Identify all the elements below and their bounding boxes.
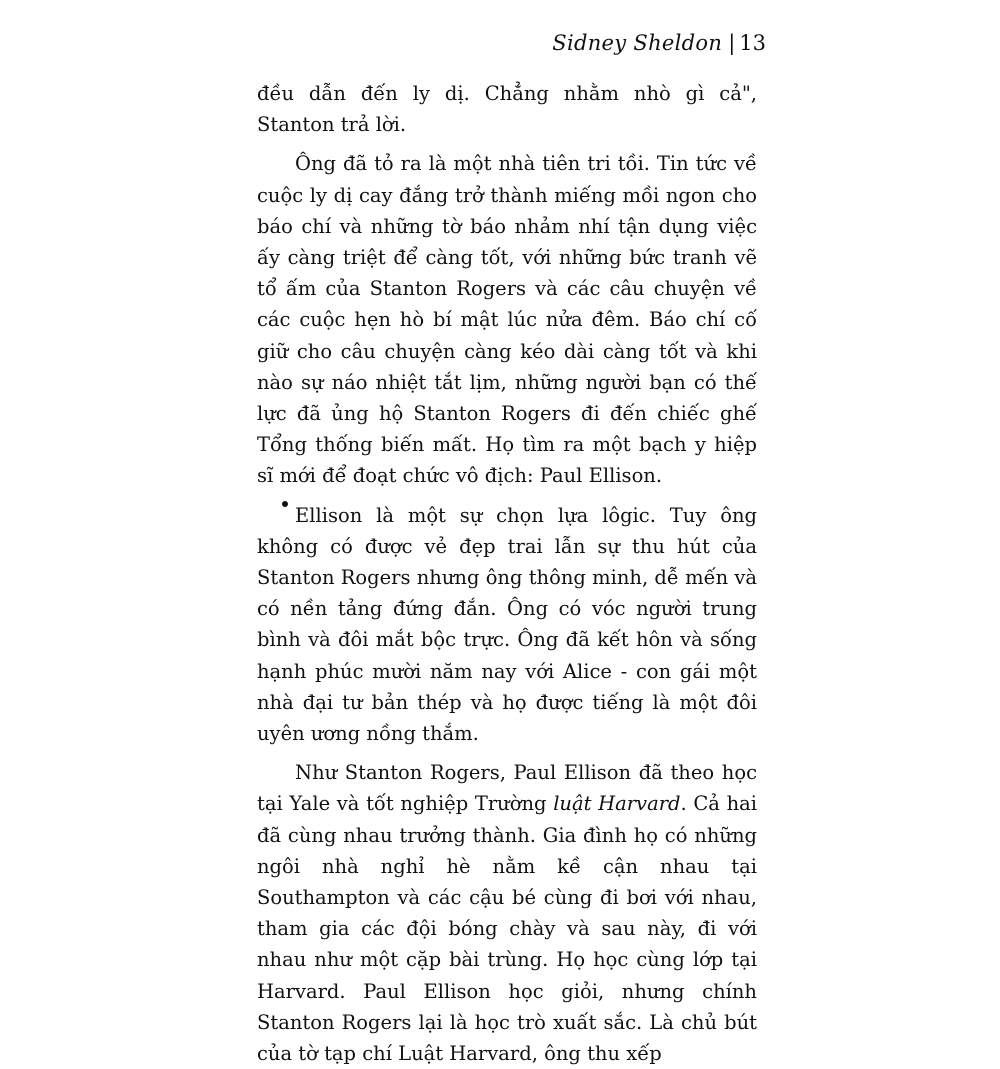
paragraph-3: Ellison là một sự chọn lựa lôgic. Tuy ông không có được vẻ đẹp trai lẫn sự thu hút của Stanton Rogers nhưng ông thông minh, dễ mến và có nền tảng đứng đắn. Ông có vóc người trung bình và đôi mắt bộc trực. Ông đã kết hôn và sống hạnh phúc mười năm nay với Alice - con gái một nhà đại tư bản thép và họ được tiếng là một đôi uyên ương nồng thắm. (257, 503, 757, 746)
paragraph-4-text-end: . Cả hai đã cùng nhau trưởng thành. Gia đình họ có những ngôi nhà nghỉ hè nằm kề cận nhau tại Southampton và các cậu bé cùng đi bơi với nhau, tham gia các đội bóng chày và sau này, đi với nhau như một cặp bài trùng. Họ học cùng lớp tại Harvard. Paul Ellison học giỏi, nhưng chính Stanton Rogers lại là học trò xuất sắc. Là chủ bút của tờ tạp chí Luật Harvard, ông thu xếp (257, 792, 757, 1066)
author-name: Sidney Sheldon (552, 31, 723, 55)
paragraph-4-text-start: Như Stanton Rogers, Paul Ellison đã theo học tại Yale và tốt nghiệp Trường (257, 761, 757, 816)
page-number: 13 (739, 31, 766, 55)
paragraph-2: Ông đã tỏ ra là một nhà tiên tri tồi. Tin tức về cuộc ly dị cay đắng trở thành miếng mồi ngon cho báo chí và những tờ báo nhảm nhí tận dụng việc ấy càng triệt để càng tốt, với những bức tranh vẽ tổ ấm của Stanton Rogers và các câu chuyện về các cuộc hẹn hò bí mật lúc nửa đêm. Báo chí cố giữ cho câu chuyện càng kéo dài càng tốt và khi nào sự náo nhiệt tắt lịm, những người bạn có thế lực đã ủng hộ Stanton Rogers đi đến chiếc ghế Tổng thống biến mất. Họ tìm ra một bạch y hiệp sĩ mới để đoạt chức vô địch: Paul Ellison. (257, 152, 757, 488)
paragraph-4-italic: luật Harvard (553, 792, 681, 816)
paragraph-1: đều dẫn đến ly dị. Chẳng nhằm nhò gì cả", Stanton trả lời. (257, 82, 757, 137)
body-text (257, 78, 757, 1069)
paragraph-4 (257, 757, 757, 1069)
running-head (552, 28, 766, 58)
ink-dot-mark (282, 501, 288, 507)
header-separator: | (728, 31, 736, 55)
